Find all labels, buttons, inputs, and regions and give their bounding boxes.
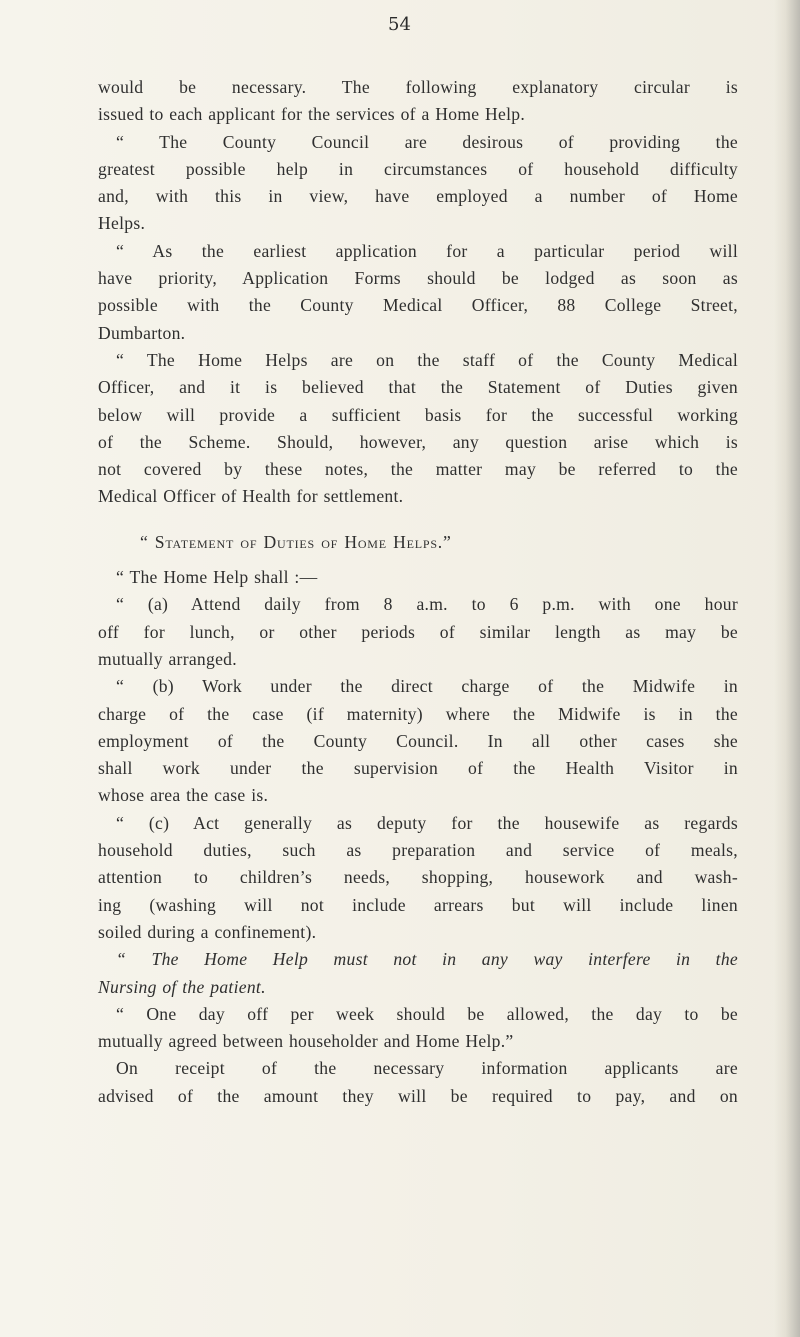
page-edge-shadow: [774, 0, 800, 1337]
duty-item-a-line: “ (a) Attend daily from 8 a.m. to 6 p.m. with one hour: [116, 594, 738, 615]
body-line: have priority, Application Forms should be lodged as soon as: [98, 268, 738, 289]
closing-line: On receipt of the necessary information applicants are: [116, 1058, 738, 1079]
body-line: “ As the earliest application for a particular period will: [116, 240, 738, 261]
body-line: possible with the County Medical Officer, 88 College Street,: [98, 295, 738, 316]
day-off-line: mutually agreed between householder and Home Help.”: [98, 1031, 514, 1052]
body-line: of the Scheme. Should, however, any question arise which is: [98, 431, 738, 452]
duty-item-b-line: “ (b) Work under the direct charge of the Midwife in: [116, 676, 738, 697]
duty-item-c-line: “ (c) Act generally as deputy for the housewife as regards: [116, 812, 738, 833]
body-line: “ The County Council are desirous of providing the: [116, 131, 738, 152]
section-heading: “ Statement of Duties of Home Helps.”: [140, 531, 452, 552]
body-line: greatest possible help in circumstances of household difficulty: [98, 158, 738, 179]
italic-note-line: “ The Home Help must not in any way interfere in the: [116, 949, 738, 970]
body-line: below will provide a sufficient basis for the successful working: [98, 404, 738, 425]
duty-item-c-line: soiled during a confinement).: [98, 921, 317, 942]
document-body: [98, 74, 738, 1110]
body-line: not covered by these notes, the matter may be referred to the: [98, 459, 738, 480]
body-line: issued to each applicant for the services of a Home Help.: [98, 104, 526, 125]
body-line: Medical Officer of Health for settlement.: [98, 486, 404, 507]
duties-intro: “ The Home Help shall :—: [116, 567, 318, 588]
duty-item-c-line: household duties, such as preparation and service of meals,: [98, 840, 738, 861]
body-line: Dumbarton.: [98, 322, 186, 343]
duty-item-a-line: mutually arranged.: [98, 648, 237, 669]
body-line: “ The Home Helps are on the staff of the County Medical: [116, 349, 738, 370]
page-number: 54: [388, 14, 411, 35]
duty-item-c-line: attention to children’s needs, shopping, housework and wash-: [98, 867, 738, 888]
closing-line: advised of the amount they will be required to pay, and on: [98, 1085, 738, 1106]
duty-item-b-line: charge of the case (if maternity) where the Midwife is in the: [98, 703, 738, 724]
body-line: would be necessary. The following explanatory circular is: [98, 77, 738, 97]
duty-item-b-line: employment of the County Council. In all other cases she: [98, 730, 738, 751]
italic-note-line: Nursing of the patient.: [98, 976, 266, 997]
duty-item-b-line: shall work under the supervision of the Health Visitor in: [98, 758, 738, 779]
duty-item-b-line: whose area the case is.: [98, 785, 269, 806]
body-line: Officer, and it is believed that the Statement of Duties given: [98, 377, 738, 398]
body-line: Helps.: [98, 213, 146, 234]
day-off-line: “ One day off per week should be allowed, the day to be: [116, 1003, 738, 1024]
duty-item-a-line: off for lunch, or other periods of similar length as may be: [98, 621, 738, 642]
body-line: and, with this in view, have employed a number of Home: [98, 186, 738, 207]
duty-item-c-line: ing (washing will not include arrears but will include linen: [98, 894, 738, 915]
